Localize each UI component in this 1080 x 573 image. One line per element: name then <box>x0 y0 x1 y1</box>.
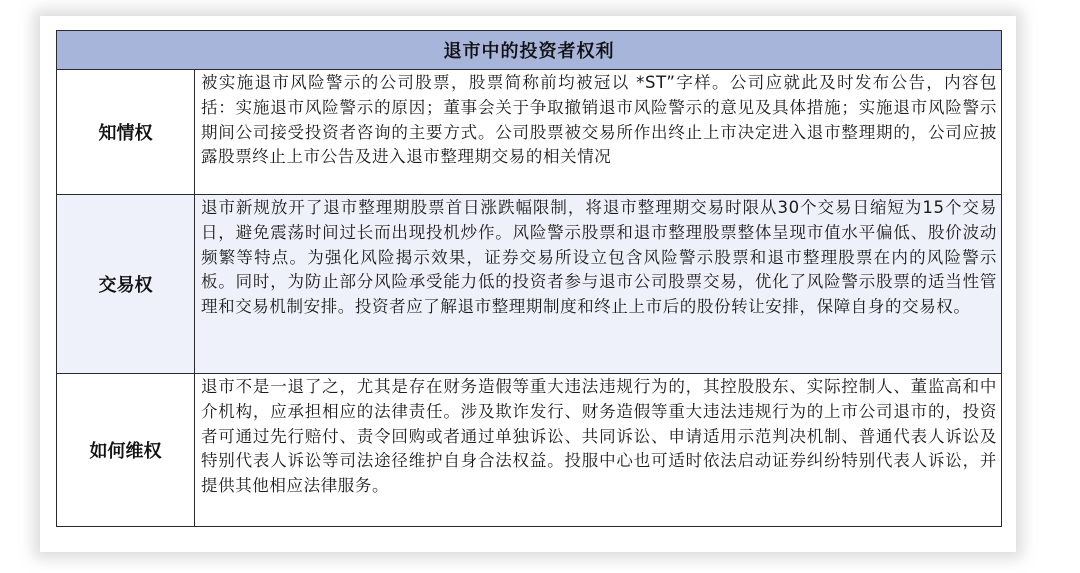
table-row <box>57 195 1002 374</box>
table-row <box>57 70 1002 195</box>
investor-rights-table <box>56 30 1002 527</box>
row-text-right-to-trade: 退市新规放开了退市整理期股票首日涨跌幅限制，将退市整理期交易时限从30个交易日缩短为15个交易日，避免震荡时间过长而出现投机炒作。风险警示股票和退市整理股票整体呈现市值水平偏低、股价波动频繁等特点。为强化风险揭示效果，证券交易所设立包含风险警示股票和退市整理股票在内的风险警示板。同时，为防止部分风险承受能力低的投资者参与退市公司股票交易，优化了风险警示股票的适当性管理和交易机制安排。投资者应了解退市整理期制度和终止上市后的股份转让安排，保障自身的交易权。 <box>195 195 1002 374</box>
row-label-right-to-know: 知情权 <box>57 70 195 195</box>
row-label-right-to-trade: 交易权 <box>57 195 195 374</box>
table-title-row <box>57 31 1002 70</box>
table-title: 退市中的投资者权利 <box>57 31 1002 70</box>
table-row <box>57 374 1002 527</box>
row-text-right-to-know: 被实施退市风险警示的公司股票，股票简称前均被冠以 *ST”字样。公司应就此及时发布公告，内容包括：实施退市风险警示的原因；董事会关于争取撤销退市风险警示的意见及具体措施；实施退市风险警示期间公司接受投资者咨询的主要方式。公司股票被交易所作出终止上市决定进入退市整理期的，公司应披露股票终止上市公告及进入退市整理期交易的相关情况 <box>195 70 1002 195</box>
row-text-how-to-defend-rights: 退市不是一退了之，尤其是存在财务造假等重大违法违规行为的，其控股股东、实际控制人、董监高和中介机构，应承担相应的法律责任。涉及欺诈发行、财务造假等重大违法违规行为的上市公司退市的，投资者可通过先行赔付、责令回购或者通过单独诉讼、共同诉讼、申请适用示范判决机制、普通代表人诉讼及特别代表人诉讼等司法途径维护自身合法权益。投服中心也可适时依法启动证券纠纷特别代表人诉讼，并提供其他相应法律服务。 <box>195 374 1002 527</box>
row-label-how-to-defend-rights: 如何维权 <box>57 374 195 527</box>
